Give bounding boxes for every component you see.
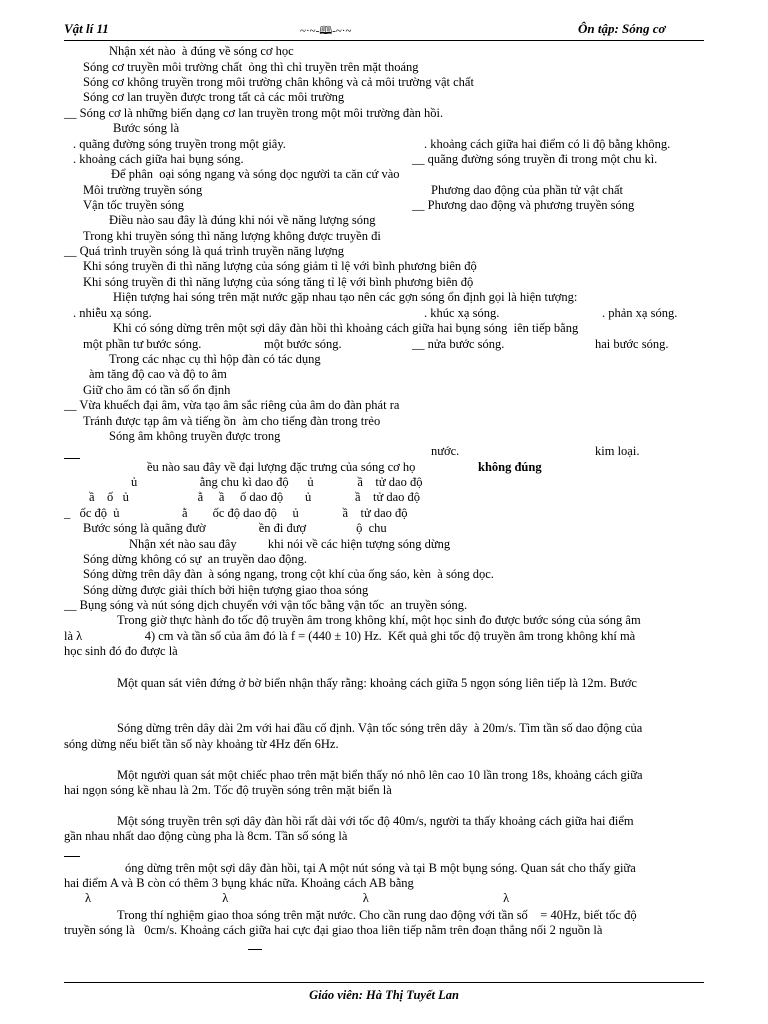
text-line: gần nhau nhất dao động cùng pha là 8cm. Tần số sóng là	[64, 829, 348, 843]
text-line: Khi có sóng dừng trên một sợi dây đàn hồi thì khoảng cách giữa hai bụng sóng iên tiếp bằng	[113, 321, 579, 335]
text-line: Nhận xét nào à đúng về sóng cơ học	[109, 44, 294, 58]
text-line: Để phân oại sóng ngang và sóng dọc người ta căn cứ vào	[111, 167, 400, 181]
text-line: óng dừng trên một sợi dây đàn hồi, tại A một nút sóng và tại B một bụng sóng. Quan sát cho thấy giữa	[125, 861, 636, 875]
text-line: Sóng dừng trên dây đàn à sóng ngang, trong cột khí của ống sáo, kèn à sóng dọc.	[83, 567, 494, 581]
text-line: Điều nào sau đây là đúng khi nói về năng lượng sóng	[109, 213, 376, 227]
text-line: Một người quan sát một chiếc phao trên mặt biển thấy nó nhô lên cao 10 lần trong 18s, khoảng cách giữa	[117, 768, 643, 782]
text-line: __ Phương dao động và phương truyền sóng	[412, 198, 635, 212]
text-line: là λ 4) cm và tần số của âm đó là f = (440 ± 10) Hz. Kết quả ghi tốc độ truyền âm trong không khí mà	[64, 629, 636, 643]
text-line: Một quan sát viên đứng ở bờ biển nhận thấy rằng: khoảng cách giữa 5 ngọn sóng liên tiếp là 12m. Bước	[117, 676, 637, 690]
text-line: học sinh đó đo được là	[64, 644, 178, 658]
text-line: . khoảng cách giữa hai bụng sóng.	[73, 152, 244, 166]
text-line: kim loại.	[595, 444, 640, 458]
text-line: Phương dao động của phần tử vật chất	[431, 183, 623, 197]
text-line: àm tăng độ cao và độ to âm	[89, 367, 227, 381]
text-line: Trong thí nghiệm giao thoa sóng trên mặt nước. Cho cần rung dao động với tần số = 40Hz, biết tốc độ	[117, 908, 637, 922]
text-line: Sóng cơ không truyền trong môi trường chân không và cả môi trường vật chất	[83, 75, 474, 89]
text-line: ủ ằng chu kì dao độ ủ ầ tử dao độ	[131, 475, 423, 489]
text-line: ều nào sau đây về đại lượng đặc trưng của sóng cơ họ	[147, 460, 416, 474]
header-ornament: ~·~-🕮-~·~	[300, 25, 352, 37]
text-line: Trong các nhạc cụ thì hộp đàn có tác dụng	[109, 352, 321, 366]
header-divider	[64, 40, 704, 41]
text-line: __ nửa bước sóng.	[412, 337, 505, 351]
text-line: . khúc xạ sóng.	[424, 306, 500, 320]
footer-teacher: Giáo viên: Hà Thị Tuyết Lan	[309, 988, 459, 1002]
text-line: . phản xạ sóng.	[602, 306, 678, 320]
text-line: Khi sóng truyền đi thì năng lượng của sóng tăng tỉ lệ với bình phương biên độ	[83, 275, 474, 289]
text-line: Trong giờ thực hành đo tốc độ truyền âm trong không khí, một học sinh đo được bước sóng của sóng âm	[117, 613, 641, 627]
answer-mark	[64, 856, 80, 857]
answer-mark	[248, 949, 262, 950]
text-line: . nhiễu xạ sóng.	[73, 306, 152, 320]
text-line: Sóng dừng được giải thích bởi hiện tượng giao thoa sóng	[83, 583, 369, 597]
text-line: Sóng dừng trên dây dài 2m với hai đầu cố định. Vận tốc sóng trên dây à 20m/s. Tìm tần số dao động của	[117, 721, 643, 735]
text-line: Tránh được tạp âm và tiếng ồn àm cho tiếng đàn trong trẻo	[83, 414, 381, 428]
text-line: ầ ố ủ ằ ầ ố dao độ ủ ầ tử dao độ	[89, 490, 421, 504]
text-line: _ ốc độ ủ ằ ốc độ dao độ ủ ầ tử dao độ	[64, 506, 408, 520]
text-line: Trong khi truyền sóng thì năng lượng không được truyền đi	[83, 229, 381, 243]
text-line: truyền sóng là 0cm/s. Khoảng cách giữa hai cực đại giao thoa liên tiếp nằm trên đoạn thẳng nối 2 nguồn là	[64, 923, 603, 937]
text-line: hai ngọn sóng kề nhau là 2m. Tốc độ truyền sóng trên mặt biển là	[64, 783, 392, 797]
text-line: nước.	[431, 444, 460, 458]
text-line: . khoảng cách giữa hai điểm có li độ bằng không.	[424, 137, 671, 151]
text-line: λ λ λ λ	[85, 891, 510, 905]
text-line: Bước sóng là	[113, 121, 180, 135]
text-line: Sóng cơ lan truyền được trong tất cả các môi trường	[83, 90, 345, 104]
answer-mark	[64, 458, 80, 459]
text-line: Hiện tượng hai sóng trên mặt nước gặp nhau tạo nên các gợn sóng ổn định gọi là hiện tượng:	[113, 290, 578, 304]
text-line: __ Sóng cơ là những biến dạng cơ lan truyền trong một môi trường đàn hồi.	[64, 106, 444, 120]
text-line: Nhận xét nào sau đây khi nói về các hiện tượng sóng dừng	[129, 537, 451, 551]
text-line: Một sóng truyền trên sợi dây đàn hồi rất dài với tốc độ 40m/s, người ta thấy khoảng cách giữa hai điểm	[117, 814, 634, 828]
header-topic: Ôn tập: Sóng cơ	[578, 21, 666, 36]
text-line: Sóng cơ truyền môi trường chất ỏng thì chỉ truyền trên mặt thoáng	[83, 60, 419, 74]
text-line: Bước sóng là quãng đườ ền đi đượ ộ chu	[83, 521, 387, 535]
text-line: Khi sóng truyền đi thì năng lượng của sóng giảm tỉ lệ với bình phương biên độ	[83, 259, 477, 273]
text-line: __ Bụng sóng và nút sóng dịch chuyển với vận tốc bằng vận tốc an truyền sóng.	[64, 598, 468, 612]
text-line: __ Vừa khuếch đại âm, vừa tạo âm sắc riêng của âm do đàn phát ra	[64, 398, 400, 412]
text-line: Sóng dừng không có sự an truyền dao động.	[83, 552, 307, 566]
text-line: một phần tư bước sóng.	[83, 337, 202, 351]
text-line: một bước sóng.	[264, 337, 342, 351]
text-line: __ quãng đường sóng truyền đi trong một chu kì.	[412, 152, 658, 166]
text-line: Vận tốc truyền sóng	[83, 198, 185, 212]
text-line: hai điểm A và B còn có thêm 3 bụng khác nữa. Khoảng cách AB bằng	[64, 876, 414, 890]
text-line: không đúng	[478, 460, 542, 474]
text-line: Sóng âm không truyền được trong	[109, 429, 281, 443]
text-line: sóng dừng nếu biết tần số này khoảng từ 4Hz đến 6Hz.	[64, 737, 339, 751]
header-subject: Vật lí 11	[64, 21, 109, 36]
footer-divider	[64, 982, 704, 983]
text-line: Giữ cho âm có tần số ổn định	[83, 383, 231, 397]
text-line: . quãng đường sóng truyền trong một giây.	[73, 137, 286, 151]
text-line: hai bước sóng.	[595, 337, 669, 351]
text-line: __ Quá trình truyền sóng là quá trình truyền năng lượng	[64, 244, 344, 258]
text-line: Môi trường truyền sóng	[83, 183, 203, 197]
